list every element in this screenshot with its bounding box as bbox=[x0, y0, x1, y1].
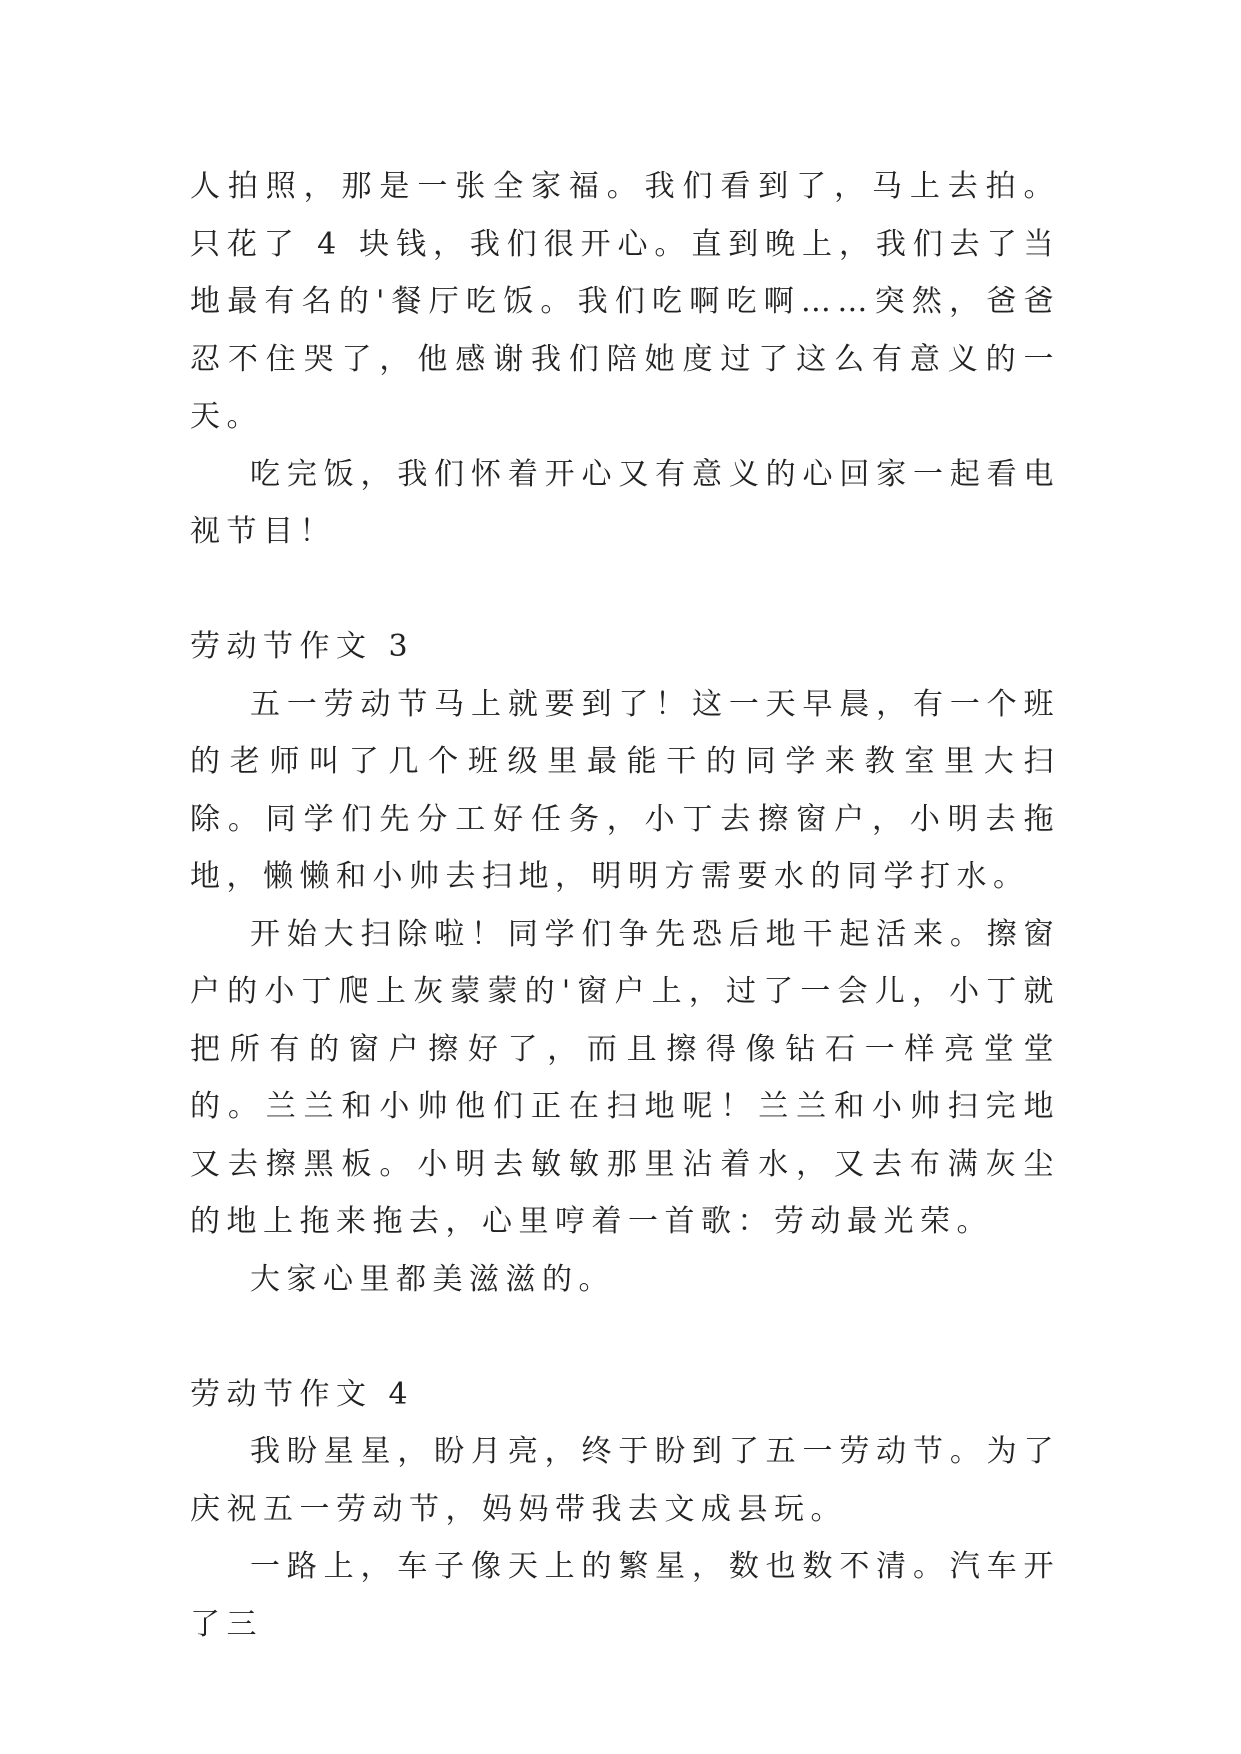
paragraph-continuation: 人拍照，那是一张全家福。我们看到了，马上去拍。只花了 4 块钱，我们很开心。直到晚上，我们去了当地最有名的'餐厅吃饭。我们吃啊吃啊……突然，爸爸忍不住哭了，他感谢我们陪她度过了这么有意义的一天。 bbox=[190, 169, 1060, 434]
document-body bbox=[190, 158, 1060, 1653]
section-heading: 劳动节作文 3 bbox=[190, 629, 415, 664]
paragraph: 五一劳动节马上就要到了！这一天早晨，有一个班的老师叫了几个班级里最能干的同学来教室里大扫除。同学们先分工好任务，小丁去擦窗户，小明去拖地，懒懒和小帅去扫地，明明方需要水的同学打水。 bbox=[190, 686, 1060, 894]
paragraph: 我盼星星，盼月亮，终于盼到了五一劳动节。为了庆祝五一劳动节，妈妈带我去文成县玩。 bbox=[190, 1434, 1060, 1527]
paragraph: 一路上，车子像天上的繁星，数也数不清。汽车开了三 bbox=[190, 1549, 1060, 1642]
paragraph: 开始大扫除啦！同学们争先恐后地干起活来。擦窗户的小丁爬上灰蒙蒙的'窗户上，过了一会儿，小丁就把所有的窗户擦好了，而且擦得像钻石一样亮堂堂的。兰兰和小帅他们正在扫地呢！兰兰和小帅扫完地又去擦黑板。小明去敏敏那里沾着水，又去布满灰尘的地上拖来拖去，心里哼着一首歌：劳动最光荣。 bbox=[190, 916, 1060, 1239]
paragraph: 吃完饭，我们怀着开心又有意义的心回家一起看电视节目！ bbox=[190, 456, 1060, 549]
section-heading: 劳动节作文 4 bbox=[190, 1376, 415, 1412]
paragraph: 大家心里都美滋滋的。 bbox=[250, 1261, 615, 1297]
